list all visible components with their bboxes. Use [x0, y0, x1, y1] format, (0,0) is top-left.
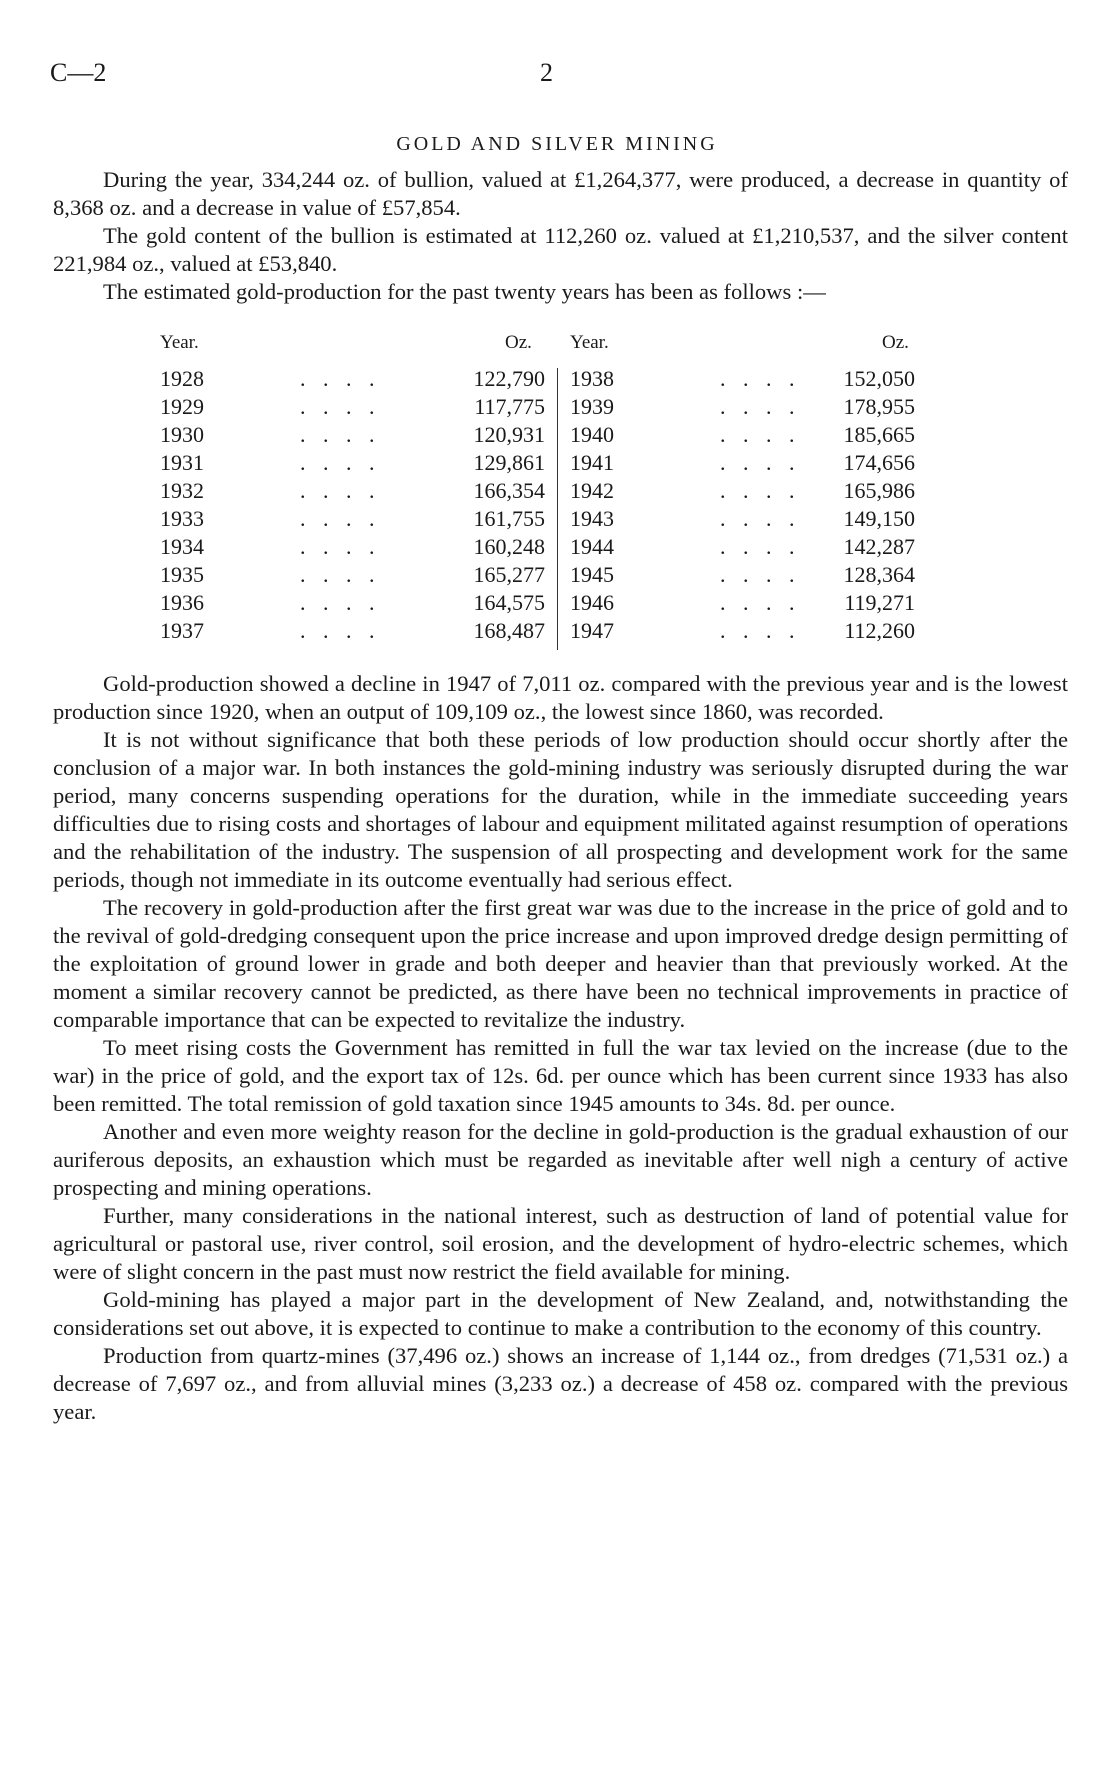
- oz-cell: 168,487: [473, 618, 545, 643]
- table-body: [110, 366, 980, 646]
- oz-cell: 165,986: [843, 478, 915, 503]
- oz-cell: 185,665: [843, 422, 915, 447]
- leader-dots: . . . .: [300, 450, 381, 475]
- oz-cell: 129,861: [473, 450, 545, 475]
- leader-dots: . . . .: [720, 506, 801, 531]
- oz-cell: 152,050: [843, 366, 915, 391]
- oz-cell: 178,955: [843, 394, 915, 419]
- year-cell: 1939: [570, 394, 614, 419]
- oz-cell: 165,277: [473, 562, 545, 587]
- oz-cell: 120,931: [473, 422, 545, 447]
- paragraph: To meet rising costs the Government has remitted in full the war tax levied on the increase (due to the war) in the price of gold, and the export tax of 12s. 6d. per ounce which has been current since 1933 has also been remitted. The total remission of gold taxation since 1945 amounts to 34s. 8d. per ounce.: [53, 1035, 1068, 1116]
- year-cell: 1942: [570, 478, 614, 503]
- oz-cell: 174,656: [843, 450, 915, 475]
- year-cell: 1931: [160, 450, 204, 475]
- paragraph: Production from quartz-mines (37,496 oz.) shows an increase of 1,144 oz., from dredges (71,531 oz.) a decrease of 7,697 oz., and from alluvial mines (3,233 oz.) a decrease of 458 oz. compared with the previous year.: [53, 1343, 1068, 1424]
- oz-cell: 149,150: [843, 506, 915, 531]
- year-cell: 1944: [570, 534, 614, 559]
- table-row: [110, 478, 980, 506]
- paragraph: The estimated gold-production for the past twenty years has been as follows :—: [103, 279, 826, 304]
- oz-cell: 160,248: [473, 534, 545, 559]
- year-cell: 1937: [160, 618, 204, 643]
- leader-dots: . . . .: [300, 562, 381, 587]
- table-row: [110, 506, 980, 534]
- year-cell: 1941: [570, 450, 614, 475]
- leader-dots: . . . .: [720, 590, 801, 615]
- leader-dots: . . . .: [720, 562, 801, 587]
- oz-cell: 161,755: [473, 506, 545, 531]
- year-cell: 1929: [160, 394, 204, 419]
- column-header-year: Year.: [160, 332, 199, 353]
- oz-cell: 166,354: [473, 478, 545, 503]
- oz-cell: 122,790: [473, 366, 545, 391]
- section-title: GOLD AND SILVER MINING: [396, 133, 718, 155]
- table-row: [110, 450, 980, 478]
- year-cell: 1932: [160, 478, 204, 503]
- leader-dots: . . . .: [720, 534, 801, 559]
- table-row: [110, 394, 980, 422]
- paragraph: Gold-mining has played a major part in the development of New Zealand, and, notwithstanding the considerations set out above, it is expected to continue to make a contribution to the economy of this country.: [53, 1287, 1068, 1340]
- oz-cell: 117,775: [474, 394, 545, 419]
- leader-dots: . . . .: [300, 590, 381, 615]
- table-header: [110, 332, 980, 366]
- leader-dots: . . . .: [300, 422, 381, 447]
- leader-dots: . . . .: [720, 394, 801, 419]
- year-cell: 1936: [160, 590, 204, 615]
- year-cell: 1935: [160, 562, 204, 587]
- gold-production-table: [110, 332, 980, 646]
- leader-dots: . . . .: [720, 422, 801, 447]
- leader-dots: . . . .: [720, 618, 801, 643]
- year-cell: 1933: [160, 506, 204, 531]
- oz-cell: 112,260: [844, 618, 915, 643]
- paragraph: It is not without significance that both these periods of low production should occur shortly after the conclusion of a major war. In both instances the gold-mining industry was seriously disrupted during the war period, many concerns suspending operations for the duration, while in the immediate succeeding years difficulties due to rising costs and shortages of labour and equipment militated against resumption of operations and the rehabilitation of the industry. The suspension of all prospecting and development work for the same periods, though not immediate in its outcome eventually had serious effect.: [53, 727, 1068, 892]
- year-cell: 1947: [570, 618, 614, 643]
- paragraph: Another and even more weighty reason for the decline in gold-production is the gradual exhaustion of our auriferous deposits, an exhaustion which must be regarded as inevitable after well nigh a century of active prospecting and mining operations.: [53, 1119, 1068, 1200]
- year-cell: 1934: [160, 534, 204, 559]
- paragraph: The recovery in gold-production after the first great war was due to the increase in the price of gold and to the revival of gold-dredging consequent upon the price increase and upon improved dredge design permitting of the exploitation of ground lower in grade and both deeper and heavier than that previously worked. At the moment a similar recovery cannot be predicted, as there have been no technical improvements in practice of comparable importance that can be expected to revitalize the industry.: [53, 895, 1068, 1032]
- page-number: 2: [540, 58, 553, 87]
- year-cell: 1928: [160, 366, 204, 391]
- year-cell: 1943: [570, 506, 614, 531]
- leader-dots: . . . .: [720, 366, 801, 391]
- oz-cell: 128,364: [843, 562, 915, 587]
- table-row: [110, 618, 980, 646]
- column-header-year: Year.: [570, 332, 609, 353]
- table-row: [110, 562, 980, 590]
- year-cell: 1930: [160, 422, 204, 447]
- leader-dots: . . . .: [300, 366, 381, 391]
- paragraph: The gold content of the bullion is estimated at 112,260 oz. valued at £1,210,537, and the silver content 221,984 oz., valued at £53,840.: [53, 223, 1068, 276]
- leader-dots: . . . .: [720, 450, 801, 475]
- table-row: [110, 534, 980, 562]
- paragraph: During the year, 334,244 oz. of bullion, valued at £1,264,377, were produced, a decrease in quantity of 8,368 oz. and a decrease in value of £57,854.: [53, 167, 1068, 220]
- paragraph: Further, many considerations in the national interest, such as destruction of land of potential value for agricultural or pastoral use, river control, soil erosion, and the development of hydro-electric schemes, which were of slight concern in the past must now restrict the field available for mining.: [53, 1203, 1068, 1284]
- leader-dots: . . . .: [300, 478, 381, 503]
- leader-dots: . . . .: [300, 394, 381, 419]
- leader-dots: . . . .: [300, 506, 381, 531]
- column-header-oz: Oz.: [505, 332, 532, 353]
- body-text: [53, 670, 1068, 1426]
- leader-dots: . . . .: [300, 534, 381, 559]
- year-cell: 1940: [570, 422, 614, 447]
- year-cell: 1946: [570, 590, 614, 615]
- intro-text: [53, 166, 1068, 306]
- oz-cell: 142,287: [843, 534, 915, 559]
- year-cell: 1945: [570, 562, 614, 587]
- paragraph: Gold-production showed a decline in 1947 of 7,011 oz. compared with the previous year and is the lowest production since 1920, when an output of 109,109 oz., the lowest since 1860, was recorded.: [53, 671, 1068, 724]
- page-code: C—2: [50, 58, 107, 87]
- oz-cell: 119,271: [844, 590, 915, 615]
- leader-dots: . . . .: [300, 618, 381, 643]
- leader-dots: . . . .: [720, 478, 801, 503]
- table-row: [110, 366, 980, 394]
- table-row: [110, 422, 980, 450]
- column-header-oz: Oz.: [882, 332, 909, 353]
- table-row: [110, 590, 980, 618]
- oz-cell: 164,575: [473, 590, 545, 615]
- year-cell: 1938: [570, 366, 614, 391]
